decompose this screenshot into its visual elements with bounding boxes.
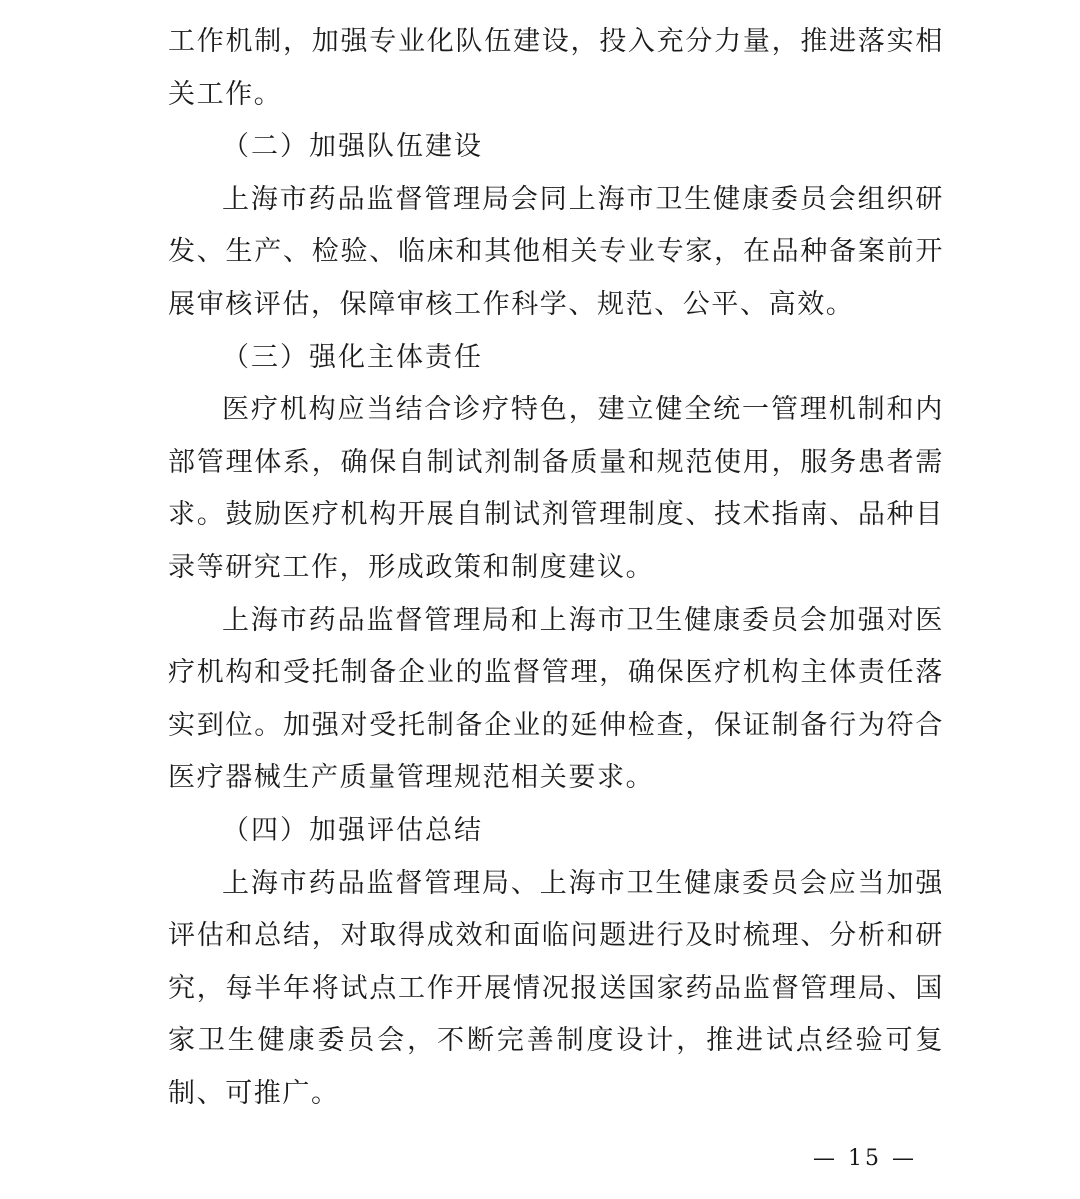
paragraph-responsibility-2: 上海市药品监督管理局和上海市卫生健康委员会加强对医疗机构和受托制备企业的监督管理，确保医疗机构主体责任落实到位。加强对受托制备企业的延伸检查，保证制备行为符合医疗器械生产质量管理规范相关要求。 [168,604,944,794]
section-heading-4: （四）加强评估总结 [222,814,483,846]
paragraph-team-building: 上海市药品监督管理局会同上海市卫生健康委员会组织研发、生产、检验、临床和其他相关专业专家，在品种备案前开展审核评估，保障审核工作科学、规范、公平、高效。 [168,183,944,320]
section-heading-2: （二）加强队伍建设 [222,131,483,163]
paragraph-responsibility-1: 医疗机构应当结合诊疗特色，建立健全统一管理机制和内部管理体系，确保自制试剂制备质量和规范使用，服务患者需求。鼓励医疗机构开展自制试剂管理制度、技术指南、品种目录等研究工作，形成政策和制度建议。 [168,394,944,583]
page-number: — 15 — [813,1146,917,1171]
document-body [168,16,944,1120]
paragraph-continuation: 工作机制，加强专业化队伍建设，投入充分力量，推进落实相关工作。 [168,26,944,110]
section-heading-3: （三）强化主体责任 [222,341,483,373]
paragraph-evaluation: 上海市药品监督管理局、上海市卫生健康委员会应当加强评估和总结，对取得成效和面临问题进行及时梳理、分析和研究，每半年将试点工作开展情况报送国家药品监督管理局、国家卫生健康委员会，不断完善制度设计，推进试点经验可复制、可推广。 [168,867,944,1109]
